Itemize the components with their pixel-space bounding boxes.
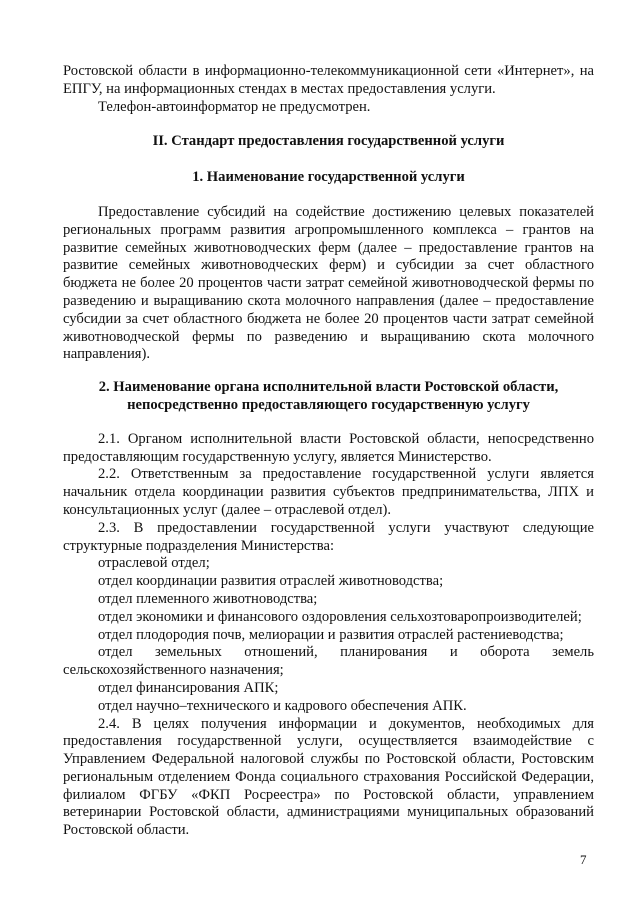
intro-paragraph: Ростовской области в информационно-телекоммуникационной сети «Интернет», на ЕПГУ, на информационных стендах в местах предоставления услуги.	[63, 63, 594, 97]
subsection-2-title-line-2: непосредственно предоставляющего государственную услугу	[127, 396, 530, 413]
subsection-2-heading	[63, 379, 594, 415]
list-item: отдел координации развития отраслей животноводства;	[98, 573, 444, 590]
department-list	[63, 555, 594, 715]
list-item: отдел экономики и финансового оздоровления сельхозтоваропроизводителей;	[98, 608, 582, 625]
intro-autoinformer-paragraph: Телефон-автоинформатор не предусмотрен.	[98, 98, 371, 115]
paragraph-2-3: 2.3. В предоставлении государственной услуги участвуют следующие структурные подразделения Министерства:	[63, 519, 594, 554]
paragraph-2-1: 2.1. Органом исполнительной власти Ростовской области, непосредственно предоставляющим государственную услугу, является Министерство.	[63, 430, 594, 465]
document-page	[63, 63, 594, 840]
list-item: отдел плодородия почв, мелиорации и развития отраслей растениеводства;	[98, 626, 564, 643]
subsection-1-body: Предоставление субсидий на содействие достижению целевых показателей региональных программ развития агропромышленного комплекса – грантов на развитие семейных животноводческих ферм (далее – предоставление грантов на развитие семейных животноводческих ферм) и субсидии за счет областного бюджета не более 20 процентов части затрат семейной животноводческой фермы по разведению и выращиванию скота молочного направления (далее – предоставление субсидии за счет областного бюджета не более 20 процентов части затрат семейной животноводческой фермы по разведению и выращиванию скота молочного направления).	[63, 203, 594, 363]
subsection-2-title-line-1: 2. Наименование органа исполнительной власти Ростовской области,	[98, 379, 559, 396]
paragraph-2-4: 2.4. В целях получения информации и документов, необходимых для предоставления государственной услуги, осуществляется взаимодействие с Управлением Федеральной налоговой службы по Ростовской области, Ростовским региональным отделением Фонда социального страхования Российской Федерации, филиалом ФГБУ «ФКП Росреестра» по Ростовской области, управлением ветеринарии Ростовской области, администрациями муниципальных образований Ростовской области.	[63, 715, 594, 839]
section-title: II. Стандарт предоставления государственной услуги	[152, 133, 505, 150]
page-number: 7	[580, 852, 587, 867]
list-item: отраслевой отдел;	[98, 555, 210, 572]
list-item: отдел земельных отношений, планирования и оборота земель сельскохозяйственного назначения;	[63, 644, 594, 679]
list-item: отдел финансирования АПК;	[98, 679, 279, 696]
list-item: отдел племенного животноводства;	[98, 590, 318, 607]
paragraph-2-2: 2.2. Ответственным за предоставление государственной услуги является начальник отдела координации развития субъектов предпринимательства, ЛПХ и консультационных услуг (далее – отраслевой отдел).	[63, 466, 594, 518]
list-item: отдел научно–технического и кадрового обеспечения АПК.	[98, 697, 467, 714]
subsection-1-title: 1. Наименование государственной услуги	[192, 169, 465, 186]
